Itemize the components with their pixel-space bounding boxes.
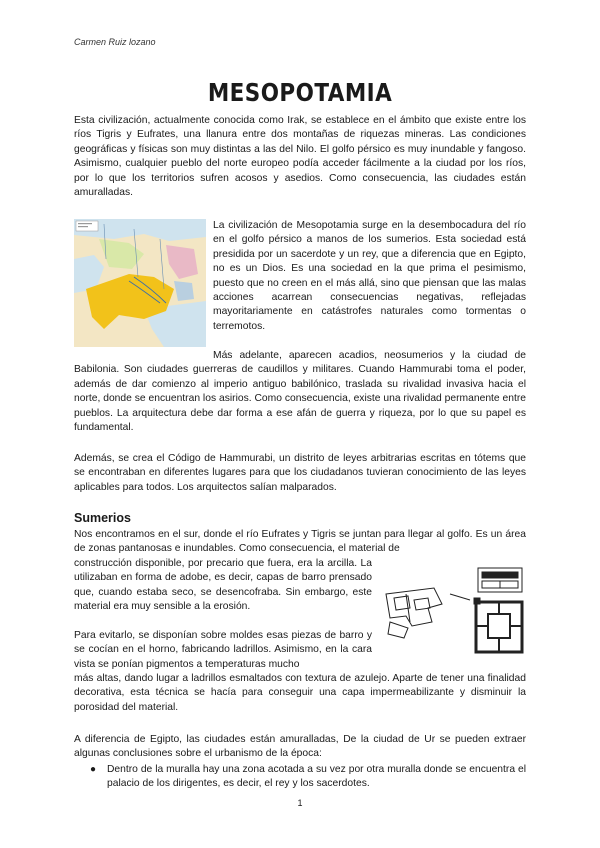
acadians-paragraph: Más adelante, aparecen acadios, neosumerios y la ciudad de Babilonia. Son ciudades guerreras de caudillos y militares. Cuando Hammurabi toma el poder, además de dar comienzo al imperio antiguo babilónico, traslada su rivalidad invasiva hacia el norte, donde se encuentran los asirios. Como consecuencia, existe una rivalidad permanente entre pueblos. La arquitectura debe dar forma a ese afán de guerra y riqueza, por lo que su papel es fundamental. [74,350,526,434]
list-item: Dentro de la muralla hay una zona acotada a su vez por otra muralla donde se encuentra el palacio de los dirigentes, es decir, el rey y los sacerdotes. [107,764,526,790]
hammurabi-paragraph: Además, se crea el Código de Hammurabi, un distrito de leyes arbitrarias escritas en tótems que se encontraban en diferentes lugares para que los ciudadanos tuvieran conocimiento de las leyes aplicables para todos. Los arquitectos salían malparados. [74,453,526,493]
author-name: Carmen Ruiz lozano [74,37,156,47]
intro-paragraph: Esta civilización, actualmente conocida como Irak, se establece en el ámbito que existe entre los ríos Tigris y Eufrates, una llanura entre dos montañas de riquezas mineras. Las condiciones geográficas y físicas son muy distintas a las del Nilo. El golfo pérsico es muy inundable y fangoso. Asimismo, cualquier pueblo del norte europeo podía acceder fácilmente a la ciudad por los ríos, por lo que los territorios sufren acosos y asedios. Como consecuencia, las ciudades están amuralladas. [74,115,526,199]
page-title: MESOPOTAMIA [207,78,393,107]
bullet-icon: ● [90,764,97,775]
page-number: 1 [297,798,303,808]
sumerios-paragraph-1: Nos encontramos en el sur, donde el río Eufrates y Tigris se juntan para llegar al golfo. Es un área de zonas pantanosas e inundables. Como consecuencia, el material de [74,529,526,555]
mesopotamia-map-image [74,219,206,347]
section-heading-sumerios: Sumerios [74,511,131,525]
floor-plans-image [384,564,526,664]
sumerios-paragraph-2: construcción disponible, por precario que fuera, era la arcilla. La utilizaban en forma de adobe, es decir, capas de barro prensado que, cuando estaba seco, se desencofraba. Sin embargo, este material era muy sensible a la erosión. [74,558,372,613]
ur-paragraph: A diferencia de Egipto, las ciudades están amuralladas, De la ciudad de Ur se pueden extraer algunas conclusiones sobre el urbanismo de la época: [74,734,526,760]
bricks-paragraph-2: más altas, dando lugar a ladrillos esmaltados con textura de azulejo. Aparte de tener una finalidad decorativa, esta técnica se hacía para conseguir una capa impermeabilizante y disminuir la porosidad del material. [74,673,526,713]
civilization-paragraph: La civilización de Mesopotamia surge en la desembocadura del río en el golfo pérsico a manos de los sumerios. Esta sociedad está presidida por un sacerdote y un rey, que a diferencia que en Egipto, no es un Dios. Es una sociedad en la que prima el pesimismo, puesto que no creen en el más allá, sino que piensan que las malas acciones acarrean consecuencias negativas, reflejadas mayoritariamente en catástrofes naturales como tormentas o terremotos. [213,220,526,332]
bricks-paragraph-1: Para evitarlo, se disponían sobre moldes esas piezas de barro y se cocían en el horno, fabricando ladrillos. Asimismo, en la cara vista se ponían pigmentos a temperaturas mucho [74,630,372,670]
